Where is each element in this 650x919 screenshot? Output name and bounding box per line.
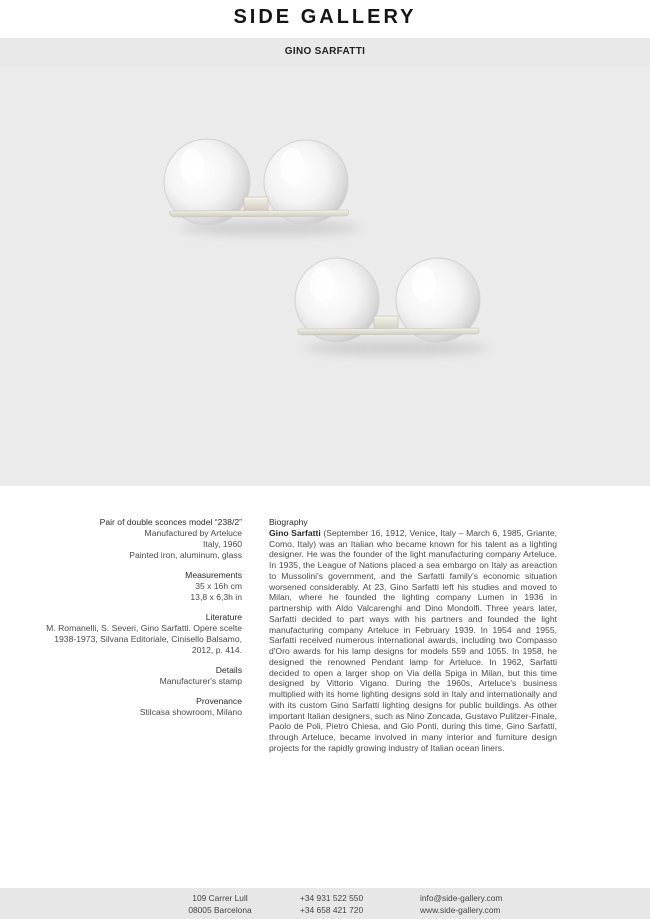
- biography: [269, 517, 557, 754]
- artist-bar: [0, 38, 650, 66]
- item-manufacturer: Manufactured by Arteluce: [144, 528, 242, 538]
- provenance-label: Provenance: [196, 696, 242, 706]
- website-link[interactable]: www.side-gallery.com: [420, 905, 501, 915]
- details-text: Manufacturer's stamp: [159, 676, 242, 686]
- biography-label: Biography: [269, 517, 308, 527]
- measurements-cm: 35 x 16h cm: [195, 581, 242, 591]
- item-info: [40, 517, 242, 718]
- literature-label: Literature: [205, 612, 242, 622]
- address-line2: 08005 Barcelona: [188, 905, 252, 915]
- item-title: Pair of double sconces model “238/2”: [99, 517, 242, 527]
- email-link[interactable]: info@side-gallery.com: [420, 893, 503, 903]
- provenance-text: Stilcasa showroom, Milano: [139, 707, 242, 717]
- footer-phones: [300, 892, 380, 916]
- phone-2: +34 658 421 720: [300, 905, 364, 915]
- address-line1: 109 Carrer Lull: [192, 893, 248, 903]
- phone-1: +34 931 522 550: [300, 893, 364, 903]
- biography-text: (September 16, 1912, Venice, Italy – March 6, 1985, Griante, Como, Italy) was an Italian who became known for his talent as a lighting designer. He was the founder of the light manufacturing company Arteluce. In 1935, the League of Nations placed a sea embargo on Italy as areaction to Mussolini's government, and the Sarfatti family's economic situation worsened considerably. At 23, Gino Sarfatti left his studies and moved to Milan, where he founded the lighting company Lumen in 1936 in partnership with Aldo Valcarenghi and Dino Mondolfi. Three years later, Sarfatti decided to part ways with his partners and founded the light manufacturing company Arteluce in February 1939. In 1954 and 1955, Sarfatti received numerous international awards, including two Compasso d'Oro awards for his lamp designs for models 559 and 1055. In 1958, he designed the renowned Pendant lamp for Arteluce. In 1962, Sarfatti decided to open a larger shop on Via della Spiga in Milan, but this time designed by Vittorio Vigano. During the 1960s, Arteluce's business multiplied with its home lighting designs sold in Italy and internationally and with its custom Gino Sarfatti lighting designs for public buildings. As other important Italian designers, such as Nino Zoncada, Gustavo Pulitzer-Finale, Paolo de Poli, Pietro Chiesa, and Gio Ponti, during this time, Gino Sarfatti, through Arteluce, became involved in many interior and furniture design projects for the rapidly growing industry of Italian ocean liners.: [269, 527, 557, 753]
- artist-name: GINO SARFATTI: [284, 46, 366, 57]
- product-photo: [0, 66, 650, 486]
- sconce-bottom: [295, 258, 488, 355]
- brand-title: SIDE GALLERY: [233, 6, 417, 28]
- measurements-in: 13,8 x 6,3h in: [190, 592, 242, 602]
- item-materials: Painted iron, aluminum, glass: [129, 550, 242, 560]
- details-label: Details: [215, 665, 242, 675]
- sconces-image: [0, 66, 650, 486]
- footer-contact: [420, 892, 530, 916]
- sconce-top: [164, 139, 360, 235]
- header: [0, 0, 650, 38]
- item-origin: Italy, 1960: [202, 539, 242, 549]
- footer-address: [160, 892, 280, 916]
- biography-body: [269, 528, 557, 754]
- measurements-label: Measurements: [185, 570, 242, 580]
- footer: [0, 888, 650, 919]
- literature-text: M. Romanelli, S. Severi, Gino Sarfatti. Opere scelte 1938-1973, Silvana Editoriale, Cinisello Balsamo, 2012, p. 414.: [46, 623, 242, 655]
- biography-name: Gino Sarfatti: [269, 527, 321, 538]
